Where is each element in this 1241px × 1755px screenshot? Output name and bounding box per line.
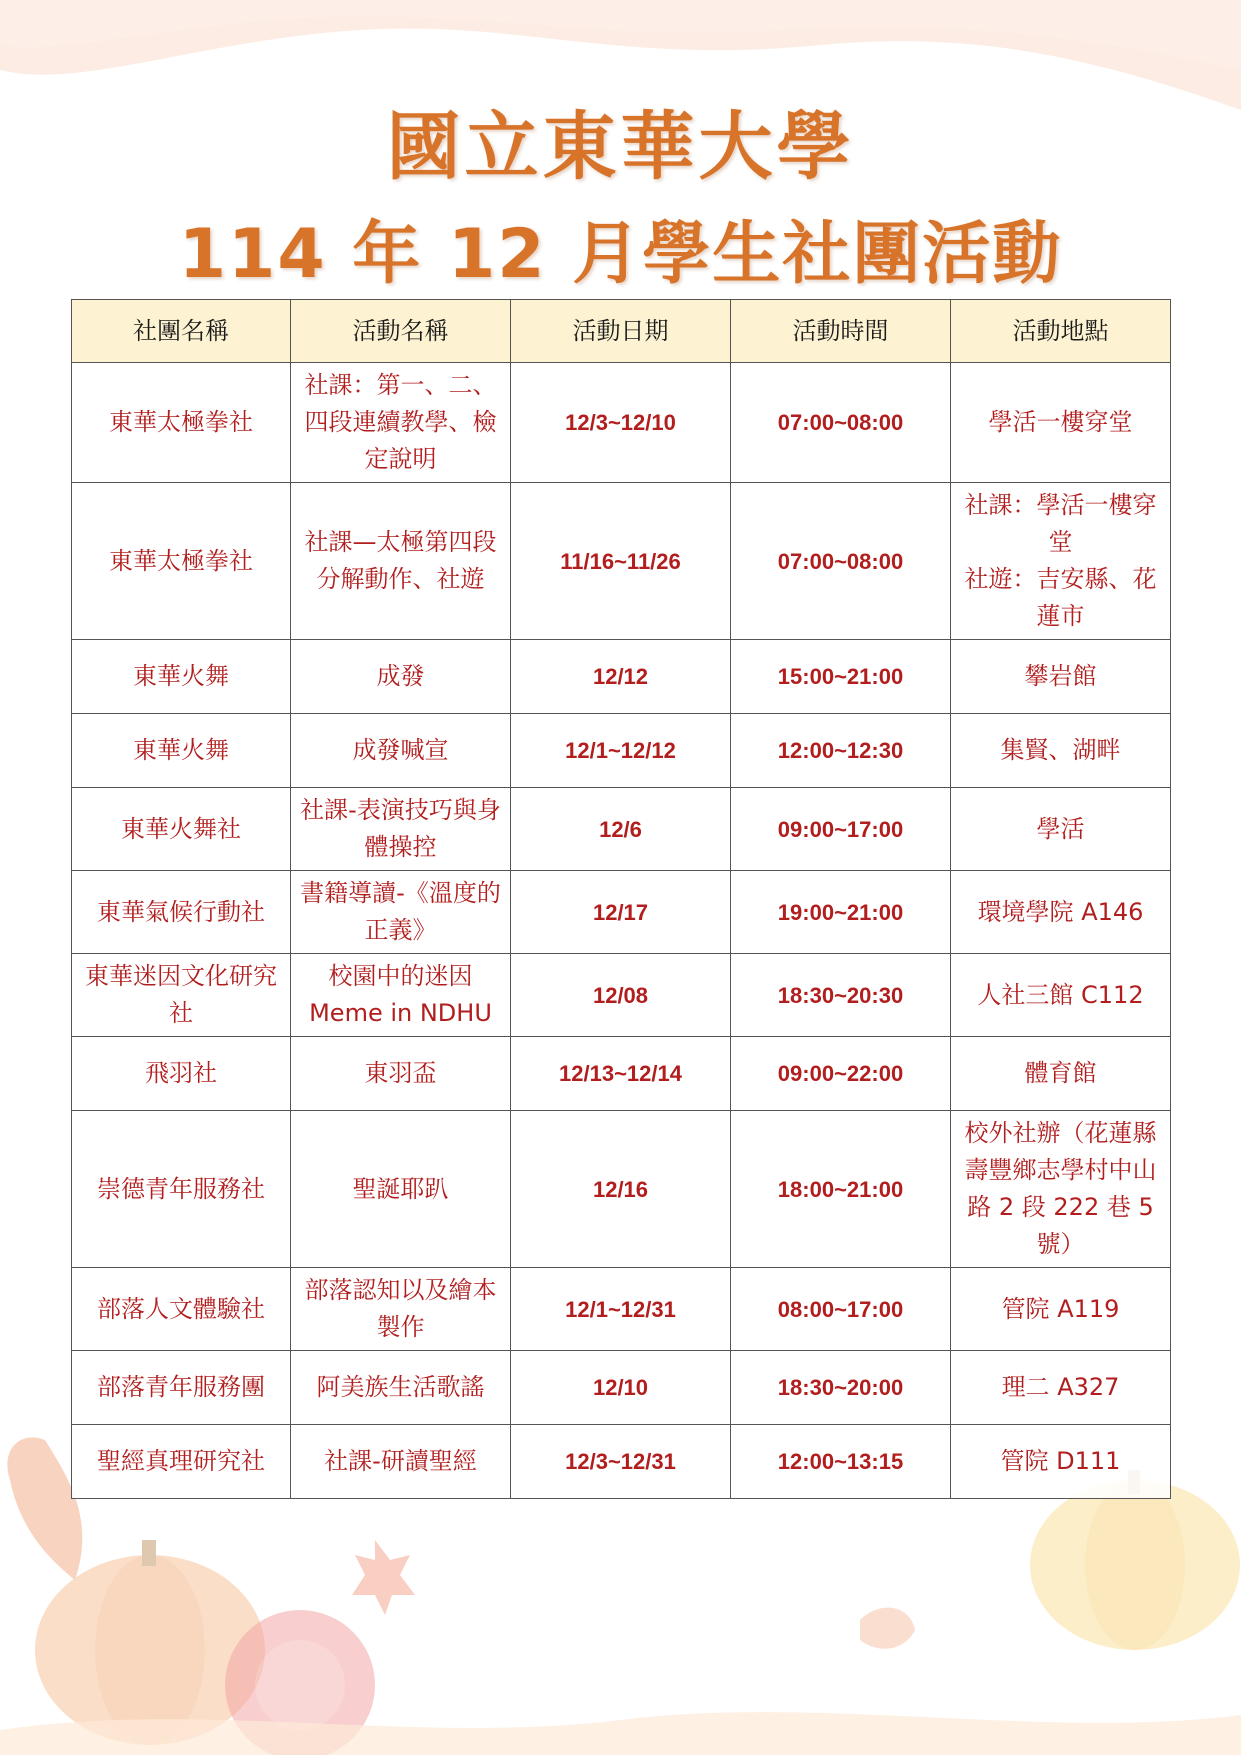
- cell-club: 聖經真理研究社: [72, 1425, 291, 1499]
- cell-location: 體育館: [951, 1037, 1171, 1111]
- cell-location: 社課：學活一樓穿堂 社遊：吉安縣、花蓮市: [951, 483, 1171, 640]
- table-row: [72, 1111, 1171, 1268]
- header-activity: 活動名稱: [291, 300, 511, 363]
- cell-time: 08:00~17:00: [731, 1268, 951, 1351]
- table-row: [72, 1351, 1171, 1425]
- cell-club: 東華火舞: [72, 640, 291, 714]
- cell-date: 12/6: [511, 788, 731, 871]
- cell-location: 環境學院 A146: [951, 871, 1171, 954]
- cell-club: 部落人文體驗社: [72, 1268, 291, 1351]
- cell-activity: 成發: [291, 640, 511, 714]
- cell-date: 12/10: [511, 1351, 731, 1425]
- header-club: 社團名稱: [72, 300, 291, 363]
- cell-activity: 社課-研讀聖經: [291, 1425, 511, 1499]
- cell-time: 18:30~20:30: [731, 954, 951, 1037]
- cell-activity: 成發喊宣: [291, 714, 511, 788]
- pumpkin-icon: [35, 1470, 1240, 1745]
- cell-date: 12/17: [511, 871, 731, 954]
- cell-time: 09:00~22:00: [731, 1037, 951, 1111]
- cell-activity: 書籍導讀-《溫度的正義》: [291, 871, 511, 954]
- cell-club: 東華火舞社: [72, 788, 291, 871]
- cell-location: 管院 D111: [951, 1425, 1171, 1499]
- table-row: [72, 788, 1171, 871]
- cell-club: 東華迷因文化研究社: [72, 954, 291, 1037]
- cell-date: 12/08: [511, 954, 731, 1037]
- table-row: [72, 363, 1171, 483]
- cell-club: 崇德青年服務社: [72, 1111, 291, 1268]
- header-location: 活動地點: [951, 300, 1171, 363]
- cell-date: 11/16~11/26: [511, 483, 731, 640]
- cell-activity: 社課：第一、二、四段連續教學、檢定說明: [291, 363, 511, 483]
- cell-location: 理二 A327: [951, 1351, 1171, 1425]
- table-row: [72, 640, 1171, 714]
- cell-club: 東華氣候行動社: [72, 871, 291, 954]
- cell-time: 12:00~12:30: [731, 714, 951, 788]
- cell-activity: 社課-表演技巧與身體操控: [291, 788, 511, 871]
- cell-date: 12/3~12/31: [511, 1425, 731, 1499]
- cell-time: 12:00~13:15: [731, 1425, 951, 1499]
- cell-club: 飛羽社: [72, 1037, 291, 1111]
- event-schedule-title: 114 年 12 月學生社團活動: [178, 215, 1063, 294]
- activity-table: [71, 299, 1171, 1499]
- table-row: [72, 714, 1171, 788]
- cell-activity: 社課—太極第四段分解動作、社遊: [291, 483, 511, 640]
- cell-activity: 部落認知以及繪本製作: [291, 1268, 511, 1351]
- cell-location: 人社三館 C112: [951, 954, 1171, 1037]
- cell-club: 東華太極拳社: [72, 483, 291, 640]
- cell-location: 管院 A119: [951, 1268, 1171, 1351]
- table-row: [72, 483, 1171, 640]
- table-header-row: [72, 300, 1171, 363]
- cell-activity: 阿美族生活歌謠: [291, 1351, 511, 1425]
- cell-date: 12/16: [511, 1111, 731, 1268]
- cell-activity: 聖誕耶趴: [291, 1111, 511, 1268]
- cell-date: 12/1~12/31: [511, 1268, 731, 1351]
- table-row: [72, 954, 1171, 1037]
- cell-location: 集賢、湖畔: [951, 714, 1171, 788]
- cell-time: 07:00~08:00: [731, 363, 951, 483]
- cell-club: 東華太極拳社: [72, 363, 291, 483]
- cell-date: 12/13~12/14: [511, 1037, 731, 1111]
- table-row: [72, 1425, 1171, 1499]
- cell-location: 校外社辦（花蓮縣壽豐鄉志學村中山路 2 段 222 巷 5 號）: [951, 1111, 1171, 1268]
- cell-time: 09:00~17:00: [731, 788, 951, 871]
- cell-location: 學活一樓穿堂: [951, 363, 1171, 483]
- cell-time: 18:00~21:00: [731, 1111, 951, 1268]
- cell-location: 攀岩館: [951, 640, 1171, 714]
- university-title: 國立東華大學: [386, 104, 855, 190]
- header-time: 活動時間: [731, 300, 951, 363]
- table-row: [72, 1268, 1171, 1351]
- cell-date: 12/12: [511, 640, 731, 714]
- header-date: 活動日期: [511, 300, 731, 363]
- cell-time: 07:00~08:00: [731, 483, 951, 640]
- cell-date: 12/1~12/12: [511, 714, 731, 788]
- cell-activity: 校園中的迷因 Meme in NDHU: [291, 954, 511, 1037]
- cell-time: 15:00~21:00: [731, 640, 951, 714]
- cell-activity: 東羽盃: [291, 1037, 511, 1111]
- cell-club: 部落青年服務團: [72, 1351, 291, 1425]
- cell-location: 學活: [951, 788, 1171, 871]
- cell-date: 12/3~12/10: [511, 363, 731, 483]
- cell-club: 東華火舞: [72, 714, 291, 788]
- table-row: [72, 871, 1171, 954]
- table-row: [72, 1037, 1171, 1111]
- cell-time: 19:00~21:00: [731, 871, 951, 954]
- cell-time: 18:30~20:00: [731, 1351, 951, 1425]
